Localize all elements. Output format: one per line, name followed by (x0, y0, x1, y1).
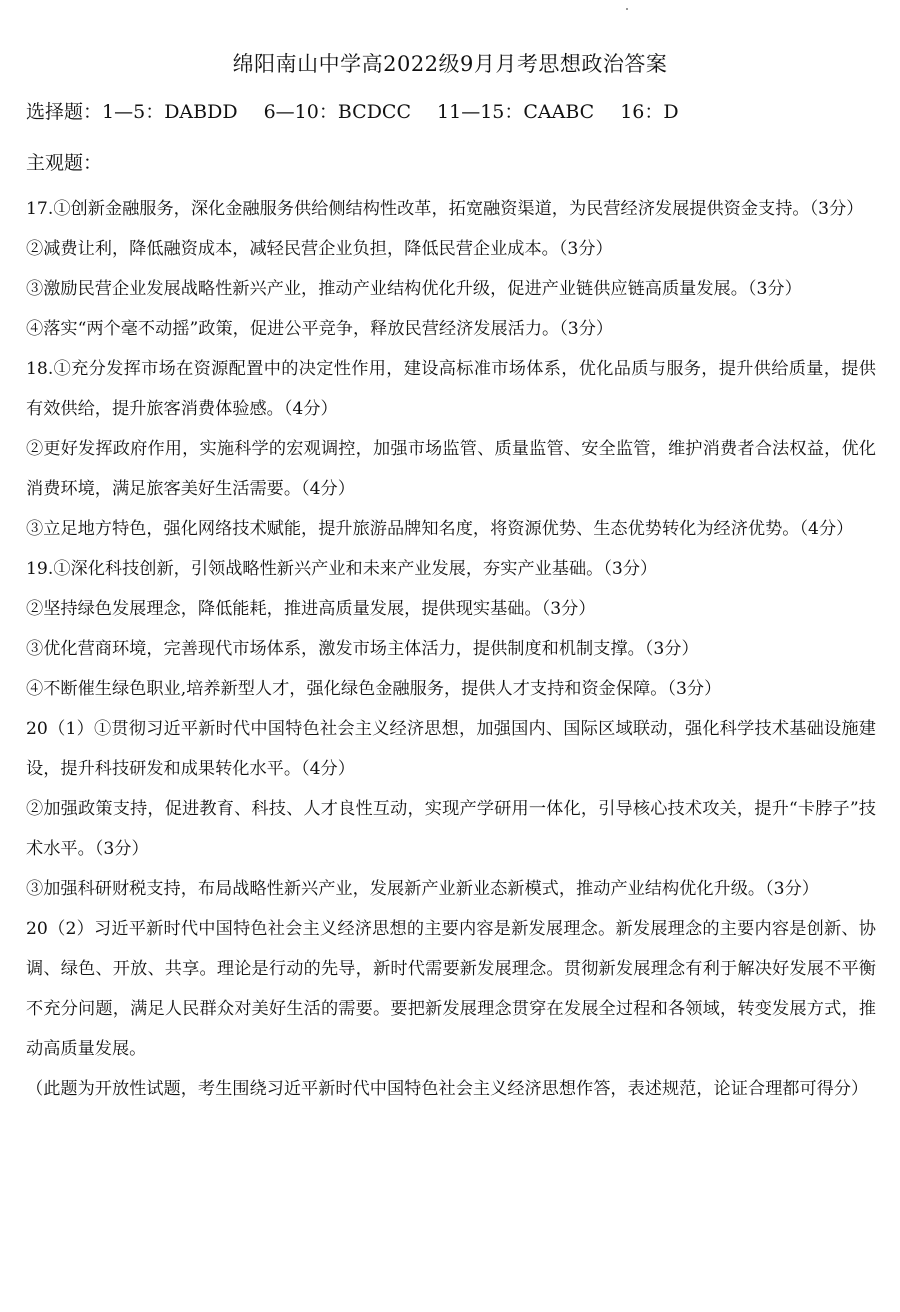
answer-paragraph: 17.①创新金融服务，深化金融服务供给侧结构性改革，拓宽融资渠道，为民营经济发展提供资金支持。（3分） (26, 199, 864, 219)
choice-label: 选择题： (26, 101, 103, 123)
page-title: 绵阳南山中学高2022级9月月考思想政治答案 (232, 52, 668, 76)
answer-paragraph: ③立足地方特色，强化网络技术赋能，提升旅游品牌知名度，将资源优势、生态优势转化为经济优势。（4分） (26, 519, 854, 539)
subjective-answers (26, 189, 876, 1109)
multiple-choice-answers (26, 97, 679, 124)
choice-segment: 1—5：DABDD (102, 101, 238, 123)
answer-paragraph: ②更好发挥政府作用，实施科学的宏观调控，加强市场监管、质量监管、安全监管，维护消费者合法权益，优化消费环境，满足旅客美好生活需要。（4分） (26, 439, 876, 499)
scan-speck (626, 8, 628, 10)
answer-paragraph: 18.①充分发挥市场在资源配置中的决定性作用，建设高标准市场体系，优化品质与服务，提升供给质量，提供有效供给，提升旅客消费体验感。（4分） (26, 359, 876, 419)
answer-paragraph: 19.①深化科技创新，引领战略性新兴产业和未来产业发展，夯实产业基础。（3分） (26, 559, 658, 579)
answer-paragraph: ②加强政策支持，促进教育、科技、人才良性互动，实现产学研用一体化，引导核心技术攻关，提升“卡脖子”技术水平。（3分） (26, 799, 876, 859)
answer-paragraph: ④落实“两个毫不动摇”政策，促进公平竞争，释放民营经济发展活力。（3分） (26, 319, 614, 339)
answer-paragraph: （此题为开放性试题，考生围绕习近平新时代中国特色社会主义经济思想作答，表述规范，论证合理都可得分） (26, 1079, 869, 1099)
answer-paragraph: ②减费让利，降低融资成本，减轻民营企业负担，降低民营企业成本。（3分） (26, 239, 613, 259)
answer-paragraph: 20（1）①贯彻习近平新时代中国特色社会主义经济思想，加强国内、国际区域联动，强化科学技术基础设施建设，提升科技研发和成果转化水平。（4分） (26, 719, 876, 779)
choice-segment: 16：D (620, 101, 679, 123)
answer-paragraph: ②坚持绿色发展理念，降低能耗，推进高质量发展，提供现实基础。（3分） (26, 599, 596, 619)
answer-paragraph: 20（2）习近平新时代中国特色社会主义经济思想的主要内容是新发展理念。新发展理念的主要内容是创新、协调、绿色、开放、共享。理论是行动的先导，新时代需要新发展理念。贯彻新发展理念有利于解决好发展不平衡不充分问题，满足人民群众对美好生活的需要。要把新发展理念贯穿在发展全过程和各领域，转变发展方式，推动高质量发展。 (26, 919, 876, 1059)
answer-paragraph: ③优化营商环境，完善现代市场体系，激发市场主体活力，提供制度和机制支撑。（3分） (26, 639, 699, 659)
answer-paragraph: ③加强科研财税支持，布局战略性新兴产业，发展新产业新业态新模式，推动产业结构优化升级。（3分） (26, 879, 819, 899)
choice-segment: 6—10：BCDCC (263, 101, 412, 123)
choice-segment: 11—15：CAABC (437, 101, 595, 123)
answer-paragraph: ④不断催生绿色职业,培养新型人才，强化绿色金融服务，提供人才支持和资金保障。（3分） (26, 679, 722, 699)
answer-paragraph: ③激励民营企业发展战略性新兴产业，推动产业结构优化升级，促进产业链供应链高质量发展。（3分） (26, 279, 802, 299)
subjective-heading: 主观题： (26, 152, 103, 174)
